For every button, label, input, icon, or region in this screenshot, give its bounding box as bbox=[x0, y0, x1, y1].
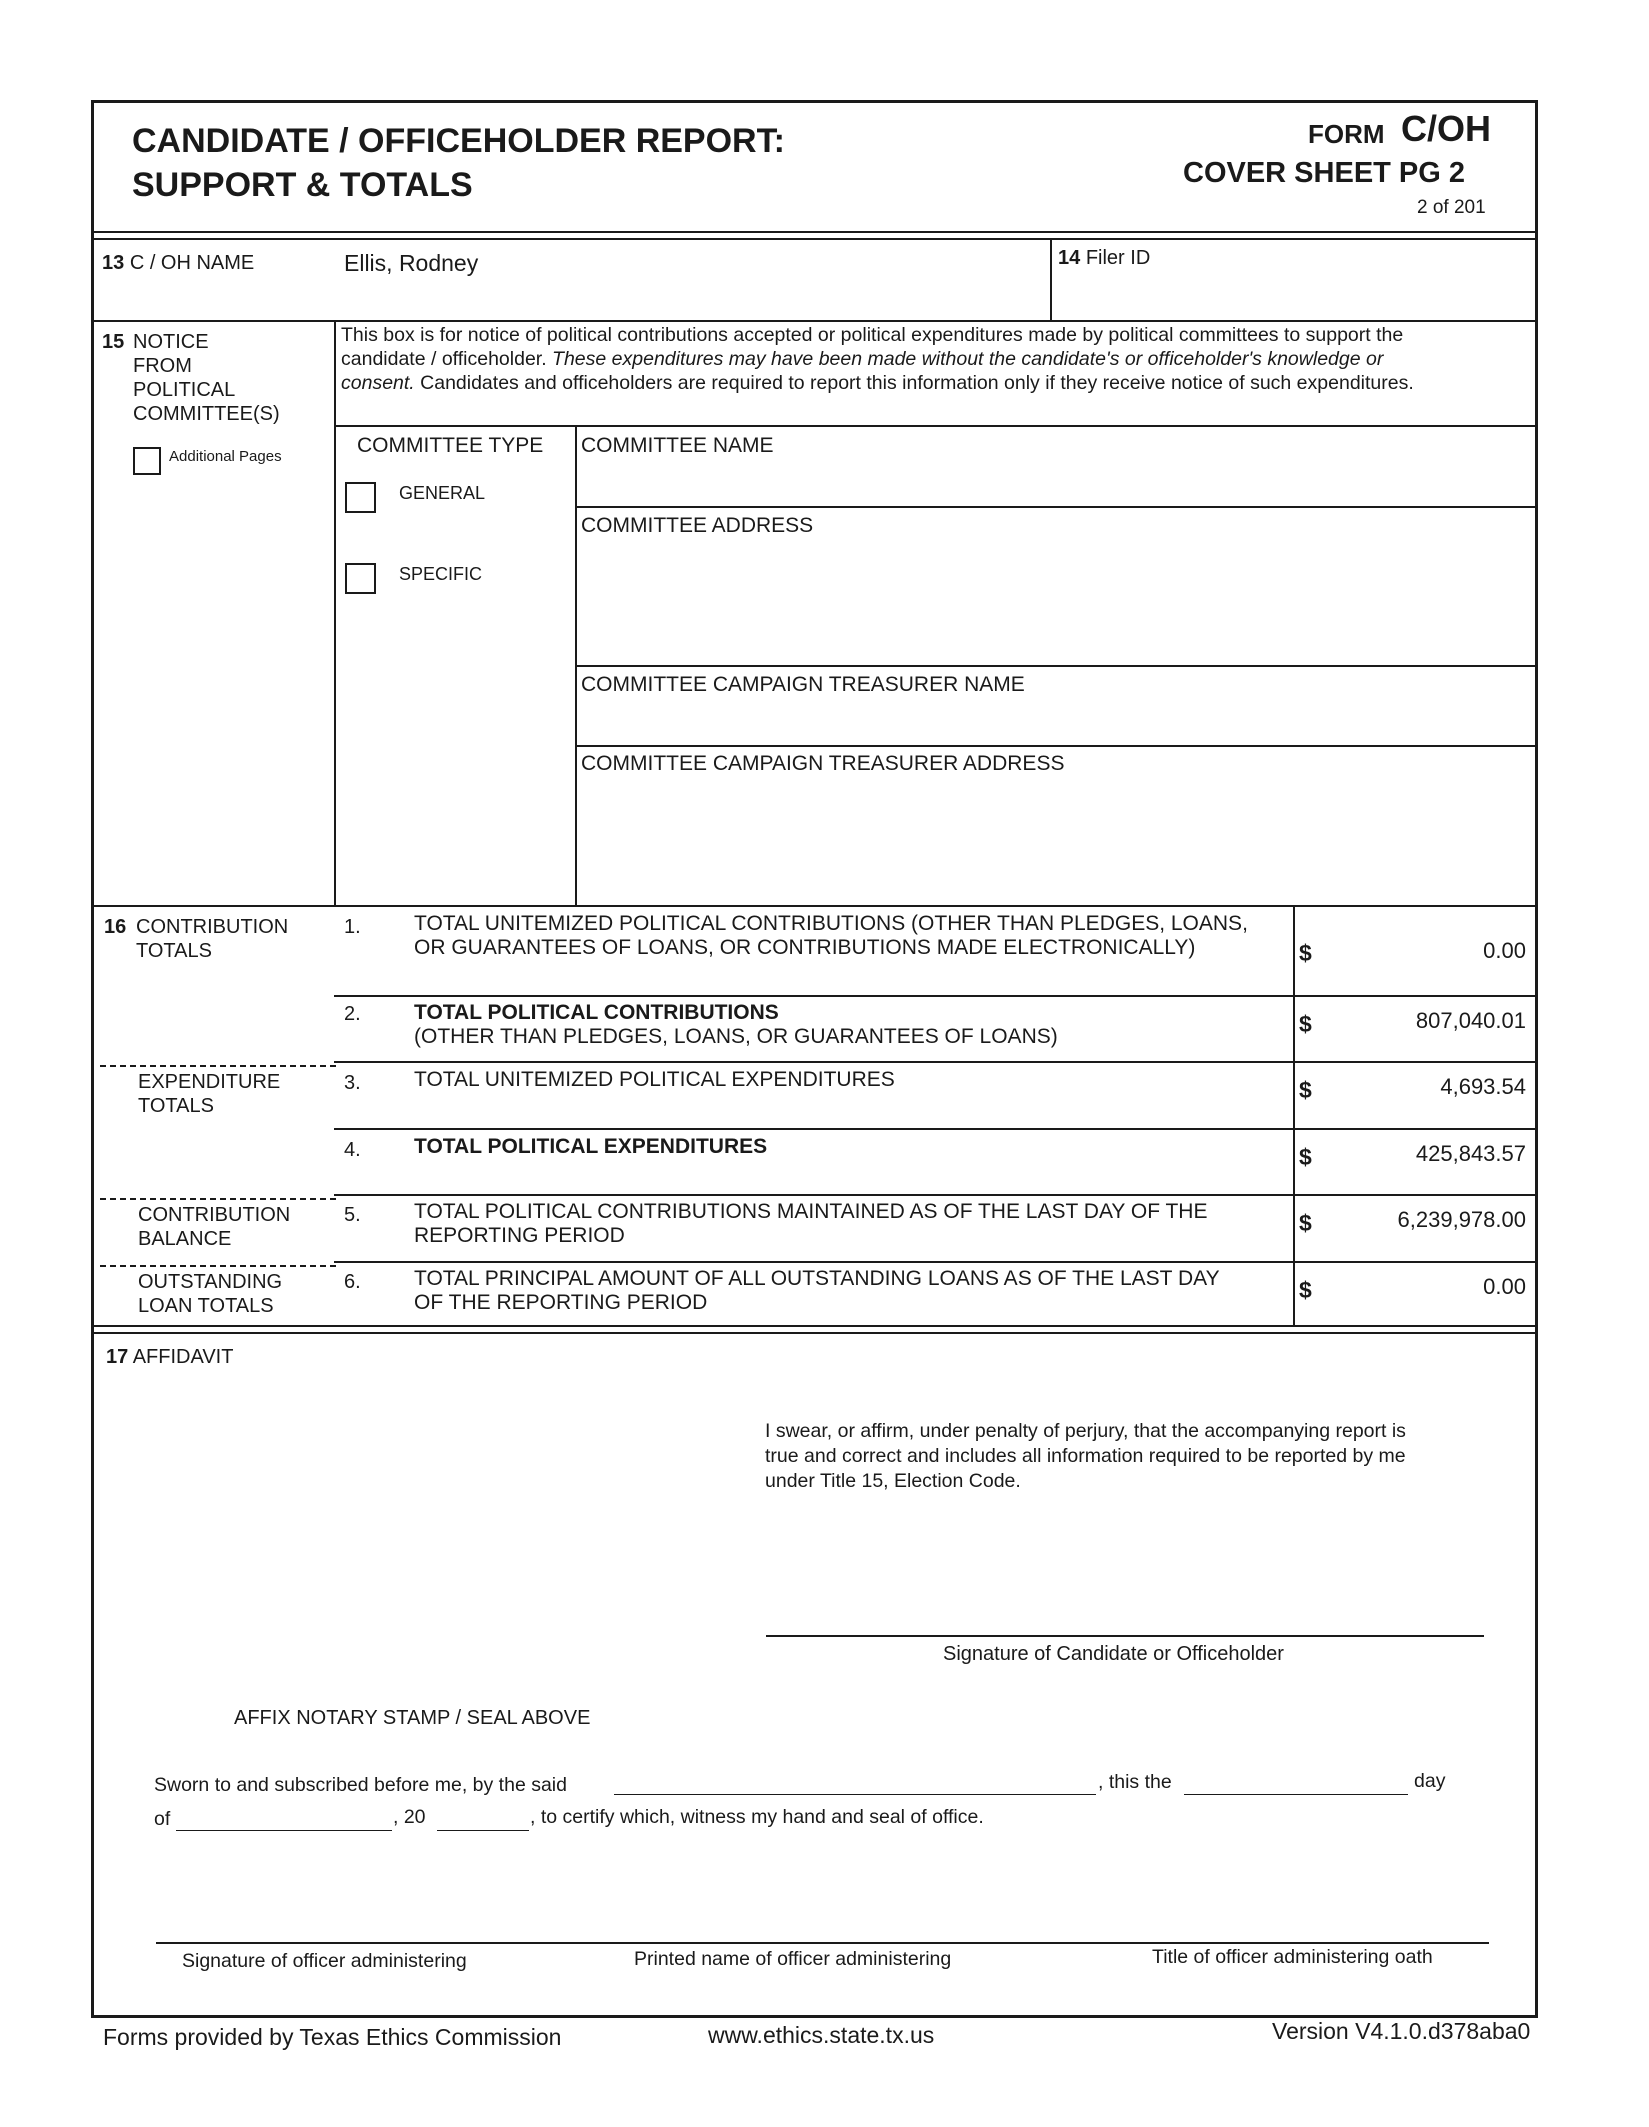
totals-label-num: 16 bbox=[104, 916, 127, 938]
notice-label-2: FROM bbox=[133, 355, 192, 377]
specific-label: SPECIFIC bbox=[399, 564, 483, 584]
oath-line3: under Title 15, Election Code. bbox=[765, 1470, 1021, 1492]
amount-value[interactable]: 6,239,978.00 bbox=[1397, 1207, 1526, 1232]
row-desc-line2: OF THE REPORTING PERIOD bbox=[414, 1291, 708, 1314]
row-number: 5. bbox=[344, 1204, 361, 1226]
oath-line1: I swear, or affirm, under penalty of perjury, that the accompanying report is bbox=[765, 1420, 1406, 1442]
notice-desc-2: candidate / officeholder. These expenditures may have been made without the candidate's or officeholder's knowledge or bbox=[341, 348, 1384, 370]
contribution-totals-label-1: CONTRIBUTION bbox=[136, 916, 289, 938]
row-desc-line2: (OTHER THAN PLEDGES, LOANS, OR GUARANTEES OF LOANS) bbox=[414, 1025, 1058, 1048]
loan-totals-label-2: LOAN TOTALS bbox=[138, 1295, 274, 1317]
general-label: GENERAL bbox=[399, 483, 486, 503]
cohname-value[interactable]: Ellis, Rodney bbox=[344, 250, 479, 276]
sworn-month-blank[interactable] bbox=[176, 1830, 392, 1831]
amount-value[interactable]: 0.00 bbox=[1483, 938, 1526, 963]
notice-label-3: POLITICAL bbox=[133, 379, 236, 401]
currency-symbol: $ bbox=[1299, 1011, 1312, 1037]
row-number: 1. bbox=[344, 916, 361, 938]
footer-provided-by: Forms provided by Texas Ethics Commission bbox=[103, 2024, 562, 2050]
currency-symbol: $ bbox=[1299, 1077, 1312, 1103]
row-number: 3. bbox=[344, 1072, 361, 1094]
notice-label-4: COMMITTEE(S) bbox=[133, 403, 280, 425]
committee-type-label: COMMITTEE TYPE bbox=[357, 434, 544, 457]
officer-printed-name-label: Printed name of officer administering bbox=[634, 1948, 952, 1970]
oath-line2: true and correct and includes all information required to be reported by me bbox=[765, 1445, 1406, 1467]
specific-checkbox[interactable] bbox=[345, 563, 376, 594]
notice-desc-1: This box is for notice of political contributions accepted or political expenditures made by political committees to support the bbox=[341, 324, 1404, 346]
form-title-line1: CANDIDATE / OFFICEHOLDER REPORT: bbox=[132, 122, 785, 160]
filer-id-label: 14 Filer ID bbox=[1058, 247, 1151, 269]
amount-value[interactable]: 807,040.01 bbox=[1415, 1008, 1526, 1033]
row-desc-line2: OR GUARANTEES OF LOANS, OR CONTRIBUTIONS MADE ELECTRONICALLY) bbox=[414, 936, 1196, 959]
footer-url[interactable]: www.ethics.state.tx.us bbox=[708, 2022, 935, 2048]
committee-name-label: COMMITTEE NAME bbox=[581, 434, 774, 457]
amount-value[interactable]: 4,693.54 bbox=[1440, 1074, 1526, 1099]
row-number: 2. bbox=[344, 1003, 361, 1025]
currency-symbol: $ bbox=[1299, 1144, 1312, 1170]
sworn-text-2: , this the bbox=[1098, 1771, 1172, 1793]
currency-symbol: $ bbox=[1299, 1277, 1312, 1303]
row-number: 4. bbox=[344, 1139, 361, 1161]
notice-desc-3: consent. Candidates and officeholders are required to report this information only if they receive notice of such expenditures. bbox=[341, 372, 1414, 394]
committee-address-label: COMMITTEE ADDRESS bbox=[581, 514, 814, 537]
treasurer-address-label: COMMITTEE CAMPAIGN TREASURER ADDRESS bbox=[581, 752, 1065, 775]
page-count: 2 of 201 bbox=[1417, 197, 1486, 218]
loan-totals-label-1: OUTSTANDING bbox=[138, 1271, 283, 1293]
sworn-text-3: day bbox=[1414, 1770, 1446, 1792]
form-label: FORM bbox=[1308, 119, 1385, 149]
cover-sheet-label: COVER SHEET PG 2 bbox=[1183, 157, 1466, 189]
row-number: 6. bbox=[344, 1271, 361, 1293]
row-desc-line1: TOTAL POLITICAL CONTRIBUTIONS bbox=[414, 1001, 779, 1024]
sworn-text-5: , 20 bbox=[393, 1806, 426, 1828]
row-desc-line1: TOTAL POLITICAL CONTRIBUTIONS MAINTAINED AS OF THE LAST DAY OF THE bbox=[414, 1200, 1208, 1223]
treasurer-name-label: COMMITTEE CAMPAIGN TREASURER NAME bbox=[581, 673, 1025, 696]
sworn-day-blank[interactable] bbox=[1184, 1794, 1408, 1795]
cohname-label: 13 C / OH NAME bbox=[102, 252, 255, 274]
contribution-balance-label-2: BALANCE bbox=[138, 1228, 232, 1250]
form-title-line2: SUPPORT & TOTALS bbox=[132, 166, 473, 204]
row-desc-line1: TOTAL UNITEMIZED POLITICAL EXPENDITURES bbox=[414, 1068, 895, 1091]
general-checkbox[interactable] bbox=[345, 482, 376, 513]
footer-version: Version V4.1.0.d378aba0 bbox=[1272, 2018, 1531, 2044]
notice-label-num: 15 bbox=[102, 331, 125, 353]
officer-signature-label: Signature of officer administering bbox=[182, 1950, 467, 1972]
row-desc-line1: TOTAL PRINCIPAL AMOUNT OF ALL OUTSTANDING LOANS AS OF THE LAST DAY bbox=[414, 1267, 1220, 1290]
notice-label-1: NOTICE bbox=[133, 331, 209, 353]
form-code: C/OH bbox=[1401, 108, 1491, 149]
sworn-name-blank[interactable] bbox=[614, 1794, 1096, 1795]
sworn-text-4: of bbox=[154, 1808, 171, 1830]
sworn-text-1: Sworn to and subscribed before me, by the said bbox=[154, 1774, 567, 1796]
amount-value[interactable]: 425,843.57 bbox=[1415, 1141, 1526, 1166]
row-desc-line2: REPORTING PERIOD bbox=[414, 1224, 625, 1247]
affidavit-label: 17 AFFIDAVIT bbox=[106, 1346, 234, 1368]
sworn-text-6: , to certify which, witness my hand and seal of office. bbox=[530, 1806, 984, 1828]
additional-pages-checkbox[interactable] bbox=[133, 447, 161, 475]
currency-symbol: $ bbox=[1299, 1210, 1312, 1236]
expenditure-totals-label-1: EXPENDITURE bbox=[138, 1071, 281, 1093]
contribution-totals-label-2: TOTALS bbox=[136, 940, 212, 962]
notary-stamp-label: AFFIX NOTARY STAMP / SEAL ABOVE bbox=[234, 1707, 591, 1729]
row-desc-line1: TOTAL POLITICAL EXPENDITURES bbox=[414, 1135, 768, 1158]
candidate-signature-line[interactable] bbox=[766, 1635, 1484, 1637]
officer-signature-line[interactable] bbox=[156, 1942, 1489, 1944]
amount-value[interactable]: 0.00 bbox=[1483, 1274, 1526, 1299]
row-desc-line1: TOTAL UNITEMIZED POLITICAL CONTRIBUTIONS (OTHER THAN PLEDGES, LOANS, bbox=[414, 912, 1248, 935]
candidate-signature-label: Signature of Candidate or Officeholder bbox=[943, 1643, 1284, 1665]
officer-title-label: Title of officer administering oath bbox=[1152, 1946, 1433, 1968]
sworn-year-blank[interactable] bbox=[437, 1830, 529, 1831]
additional-pages-label: Additional Pages bbox=[169, 448, 282, 465]
contribution-balance-label-1: CONTRIBUTION bbox=[138, 1204, 291, 1226]
currency-symbol: $ bbox=[1299, 940, 1312, 966]
expenditure-totals-label-2: TOTALS bbox=[138, 1095, 214, 1117]
